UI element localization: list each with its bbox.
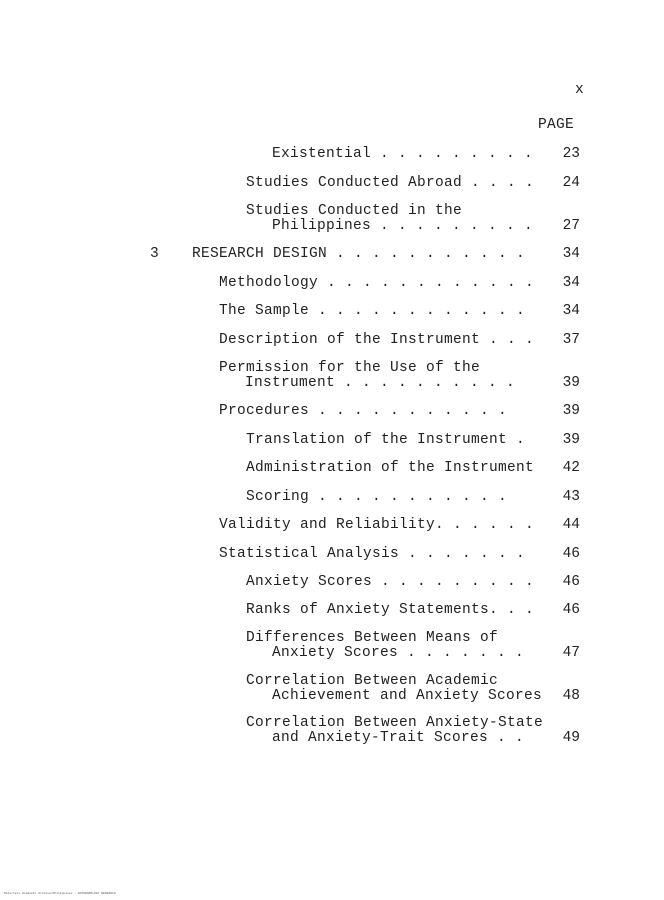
toc-page-differences: 47	[562, 645, 580, 661]
toc-entry-anxiety-scores: Anxiety Scores . . . . . . . . .	[246, 574, 535, 590]
page-column-header: PAGE	[538, 117, 575, 133]
toc-page-methodology: 34	[562, 275, 580, 291]
toc-entry-correlation-state-line2: and Anxiety-Trait Scores . .	[272, 730, 525, 746]
toc-entry-differences-line1: Differences Between Means of	[246, 630, 499, 646]
toc-page-studies-abroad: 24	[562, 175, 580, 191]
toc-entry-permission-line2: Instrument . . . . . . . . . .	[245, 375, 516, 391]
toc-page-procedures: 39	[562, 403, 580, 419]
toc-entry-differences-line2: Anxiety Scores . . . . . . .	[272, 645, 525, 661]
toc-page-research-design: 34	[562, 246, 580, 262]
toc-entry-research-design: RESEARCH DESIGN . . . . . . . . . . .	[192, 246, 526, 262]
toc-page-description-instrument: 37	[562, 332, 580, 348]
toc-entry-sample: The Sample . . . . . . . . . . . .	[219, 303, 526, 319]
toc-page-permission: 39	[562, 375, 580, 391]
toc-page-ranks: 46	[562, 602, 580, 618]
toc-entry-studies-abroad: Studies Conducted Abroad . . . .	[246, 175, 535, 191]
toc-entry-studies-philippines-line1: Studies Conducted in the	[246, 203, 463, 219]
toc-entry-scoring: Scoring . . . . . . . . . . .	[246, 489, 508, 505]
toc-entry-correlation-academic-line1: Correlation Between Academic	[246, 673, 499, 689]
scan-footer: Materials Academic Archive/Philippines - ANTHROPOLOGY RESEARCH	[4, 892, 116, 895]
toc-entry-ranks: Ranks of Anxiety Statements. . .	[246, 602, 535, 618]
toc-entry-permission-line1: Permission for the Use of the	[219, 360, 481, 376]
toc-entry-studies-philippines-line2: Philippines . . . . . . . . .	[272, 218, 534, 234]
toc-entry-translation: Translation of the Instrument .	[246, 432, 526, 448]
chapter-number: 3	[150, 246, 160, 262]
toc-page-correlation-academic: 48	[562, 688, 580, 704]
toc-page-existential: 23	[562, 146, 580, 162]
toc-entry-procedures: Procedures . . . . . . . . . . .	[219, 403, 508, 419]
toc-page-validity: 44	[562, 517, 580, 533]
toc-entry-validity: Validity and Reliability. . . . . .	[219, 517, 535, 533]
toc-entry-methodology: Methodology . . . . . . . . . . . .	[219, 275, 535, 291]
toc-page-anxiety-scores: 46	[562, 574, 580, 590]
toc-entry-statistical-analysis: Statistical Analysis . . . . . . .	[219, 546, 526, 562]
toc-page-scoring: 43	[562, 489, 580, 505]
toc-page-administration: 42	[562, 460, 580, 476]
toc-entry-description-instrument: Description of the Instrument . . .	[219, 332, 535, 348]
toc-entry-correlation-state-line1: Correlation Between Anxiety-State	[246, 715, 544, 731]
toc-entry-existential: Existential . . . . . . . . .	[272, 146, 534, 162]
toc-page-translation: 39	[562, 432, 580, 448]
toc-page-correlation-state: 49	[562, 730, 580, 746]
page-number: x	[575, 82, 585, 98]
toc-entry-correlation-academic-line2: Achievement and Anxiety Scores	[272, 688, 543, 704]
toc-page-studies-philippines: 27	[562, 218, 580, 234]
toc-page-sample: 34	[562, 303, 580, 319]
toc-page-statistical-analysis: 46	[562, 546, 580, 562]
toc-entry-administration: Administration of the Instrument	[246, 460, 535, 476]
